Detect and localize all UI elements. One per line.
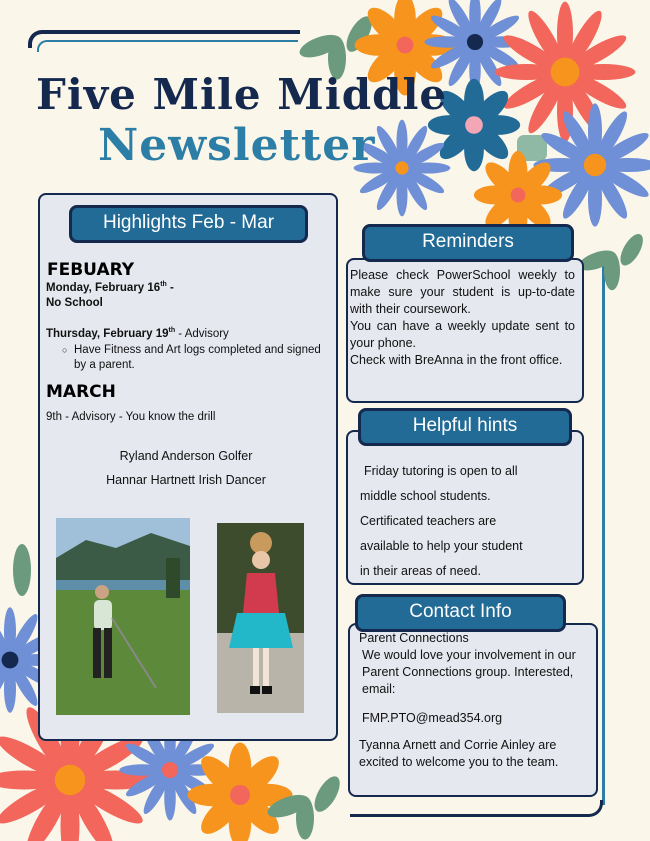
feb-item1-date: Monday, February 16 [46,281,161,294]
reminders-text [350,267,575,369]
feb-item2-sup: th [168,327,176,334]
contact-line1: Parent Connections [359,631,469,645]
feb-item2-date: Thursday, February 19 [46,327,169,340]
hints-line3: Certificated teachers are [360,514,497,528]
hints-heading: Helpful hints [358,408,572,446]
hints-line2: middle school students. [360,489,491,503]
feb-item1 [46,281,174,294]
feb-item1-note: No School [46,297,103,309]
hints-line1: Friday tutoring is open to all [364,464,518,478]
feb-item2-bullet [62,343,324,373]
golfer-photo-art [56,518,190,715]
feb-item2 [46,327,229,340]
reminders-heading: Reminders [362,224,574,262]
february-heading: FEBUARY [47,260,135,280]
feature-dancer: Hannar Hartnett Irish Dancer [106,473,266,487]
feb-item2-bullet-text: Have Fitness and Art logs completed and signed by a parent. [74,344,321,371]
dancer-photo [217,523,304,713]
feb-item2-note: - Advisory [175,327,229,340]
reminders-line1: Please check PowerSchool weekly to make sure your student is up-to-date with their coursework. [350,268,575,316]
contact-heading: Contact Info [355,594,566,632]
hints-line5: in their areas of need. [360,564,481,578]
hints-line4: available to help your student [360,539,523,553]
golfer-photo [56,518,190,715]
newsletter-title-line2: Newsletter [98,120,376,171]
dancer-photo-art [217,523,304,713]
feb-item1-sup: th [160,281,167,288]
mar-item1: 9th - Advisory - You know the drill [46,411,216,423]
reminders-line2: You can have a weekly update sent to your phone. [350,319,575,350]
contact-line2: We would love your involvement in our Parent Connections group. Interested, email: [362,648,576,696]
reminders-line3: Check with BreAnna in the front office. [350,353,563,367]
contact-email[interactable]: FMP.PTO@mead354.org [362,711,503,725]
march-heading: MARCH [46,382,116,402]
bullet-icon: ○ [62,345,68,355]
hints-text [360,459,575,584]
contact-line3: Tyanna Arnett and Corrie Ainley are excited to welcome you to the team. [359,738,559,769]
highlights-heading: Highlights Feb - Mar [69,205,308,243]
feature-golfer: Ryland Anderson Golfer [119,449,253,463]
feb-item1-suffix: - [166,281,174,294]
newsletter-title-line1: Five Mile Middle [36,70,448,119]
